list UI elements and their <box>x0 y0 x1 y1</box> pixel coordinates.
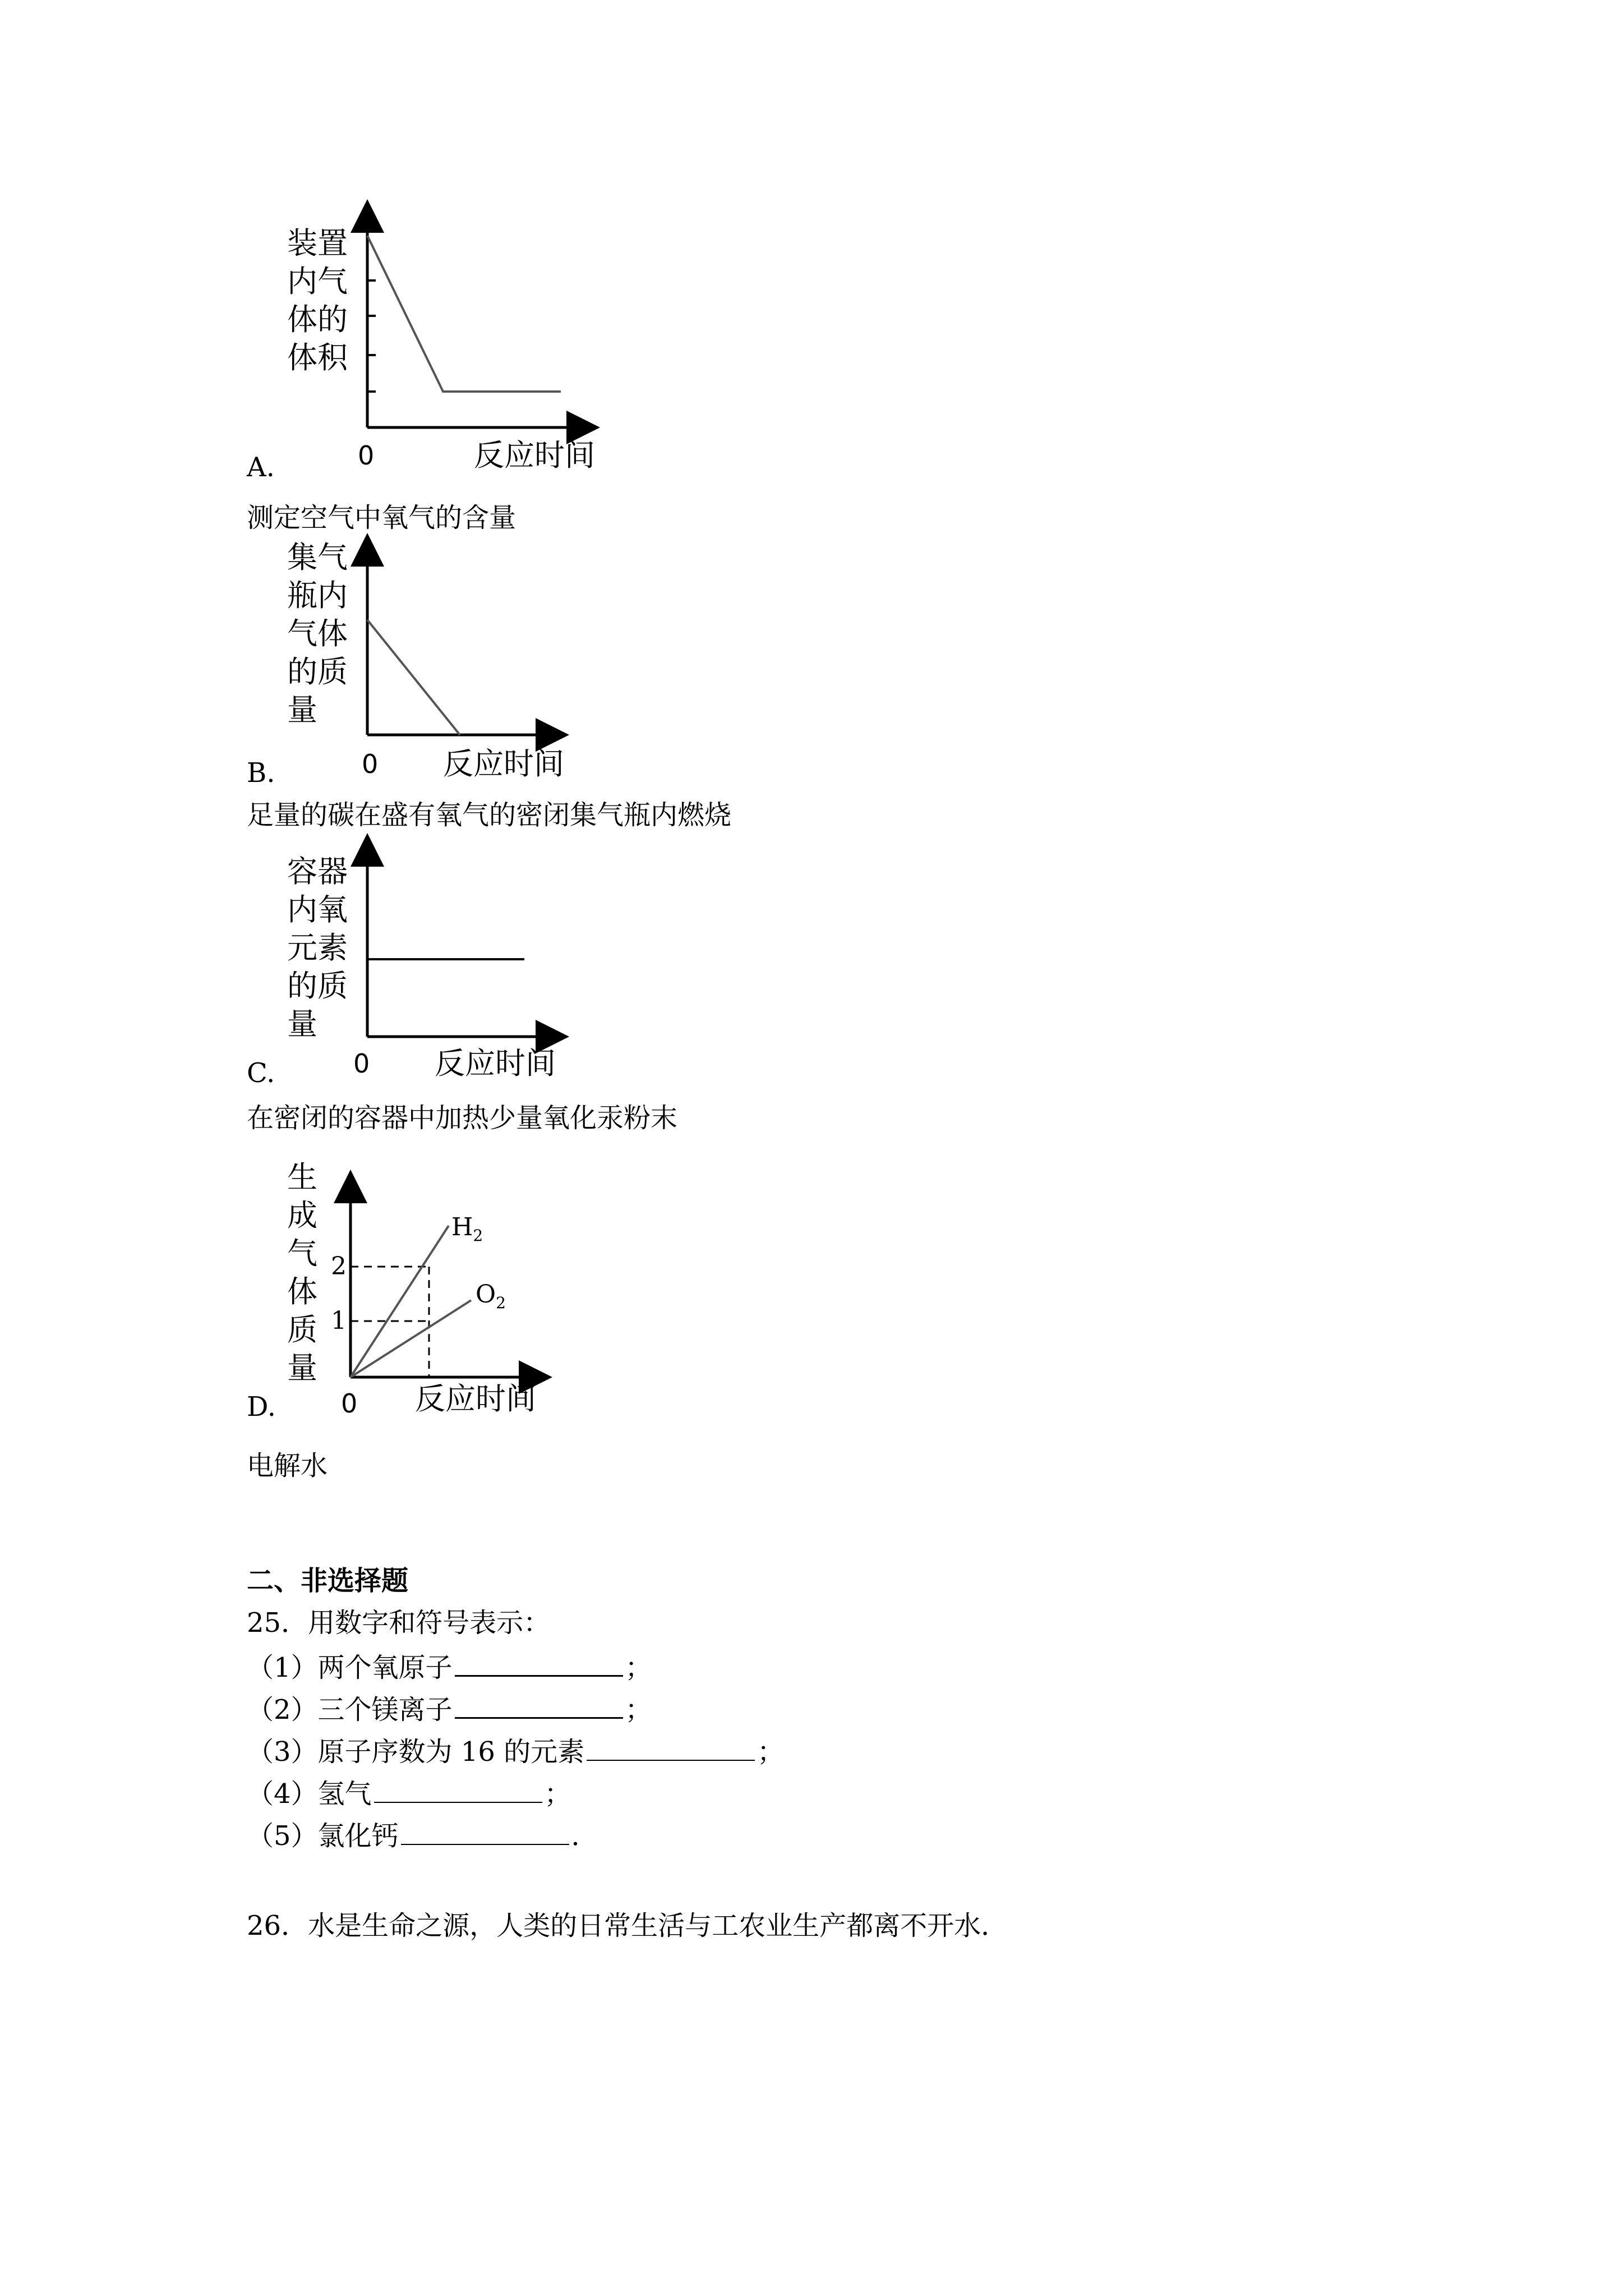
q25-item-4-label: （4）氢气 <box>247 1778 372 1810</box>
q25-item-2 <box>247 1694 652 1726</box>
q25-item-5-end: ． <box>571 1820 598 1852</box>
chart-b-ylabel: 集气瓶内气体的质量 <box>287 540 348 728</box>
q25-item-4-end: ； <box>544 1778 571 1810</box>
q25-item-3 <box>247 1736 784 1768</box>
chart-d-option: D. <box>247 1391 276 1423</box>
chart-b-origin: 0 <box>362 749 379 779</box>
chart-d-series-o2 <box>351 1300 471 1377</box>
chart-d-legend-o2 <box>476 1279 506 1319</box>
q25-item-3-end: ； <box>757 1736 785 1768</box>
q25-item-5-label: （5）氯化钙 <box>247 1820 399 1852</box>
chart-a-origin: 0 <box>358 440 375 471</box>
chart-a-ylabel: 装置内气体的体积 <box>287 226 348 375</box>
chart-c-xlabel: 反应时间 <box>435 1046 556 1081</box>
q25-item-4 <box>247 1778 571 1810</box>
chart-d-xlabel: 反应时间 <box>415 1381 536 1416</box>
chart-d-legend-o2-text: O <box>476 1280 496 1309</box>
chart-d-legend-o2-sub: 2 <box>496 1293 506 1312</box>
chart-b-xlabel: 反应时间 <box>443 746 564 781</box>
section-heading: 二、非选择题 <box>247 1565 409 1596</box>
q25-item-1-label: （1）两个氧原子 <box>247 1652 453 1683</box>
q26-stem: 26．水是生命之源，人类的日常生活与工农业生产都离不开水． <box>247 1910 1008 1941</box>
chart-a-xlabel: 反应时间 <box>474 438 595 473</box>
chart-d-caption: 电解水 <box>247 1450 328 1481</box>
q25-item-1-end: ； <box>625 1652 652 1683</box>
q25-item-1 <box>247 1652 652 1683</box>
chart-c-option: C. <box>247 1057 275 1089</box>
q25-item-5-blank[interactable] <box>401 1821 569 1845</box>
q25-item-4-blank[interactable] <box>374 1779 542 1803</box>
q25-item-2-blank[interactable] <box>455 1695 623 1719</box>
q25-item-5 <box>247 1820 598 1852</box>
q25-item-2-label: （2）三个镁离子 <box>247 1694 453 1726</box>
chart-a-caption: 测定空气中氧气的含量 <box>247 502 517 533</box>
chart-d-origin: 0 <box>341 1388 358 1419</box>
chart-c-caption: 在密闭的容器中加热少量氧化汞粉末 <box>247 1102 678 1134</box>
chart-d-tick-2: 2 <box>331 1252 347 1281</box>
chart-d-legend-h2 <box>451 1212 483 1251</box>
chart-d-legend-h2-text: H <box>451 1213 473 1241</box>
chart-c-ylabel: 容器内氧元素的质量 <box>287 854 348 1042</box>
chart-d-tick-1: 1 <box>331 1306 347 1335</box>
q25-item-3-label: （3）原子序数为 16 的元素 <box>247 1736 585 1768</box>
q25-item-1-blank[interactable] <box>455 1653 623 1677</box>
chart-b-caption: 足量的碳在盛有氧气的密闭集气瓶内燃烧 <box>247 799 732 831</box>
q25-item-3-blank[interactable] <box>587 1737 755 1761</box>
chart-d-ylabel: 生成气体质量 <box>287 1159 317 1386</box>
chart-c-origin: 0 <box>353 1048 370 1079</box>
chart-b-option: B. <box>247 757 275 789</box>
chart-d-series-h2 <box>351 1226 449 1377</box>
q25-stem: 25．用数字和符号表示： <box>247 1607 551 1639</box>
q25-item-2-end: ； <box>625 1694 652 1726</box>
chart-a-option: A. <box>247 452 275 483</box>
chart-d-legend-h2-sub: 2 <box>473 1226 483 1245</box>
